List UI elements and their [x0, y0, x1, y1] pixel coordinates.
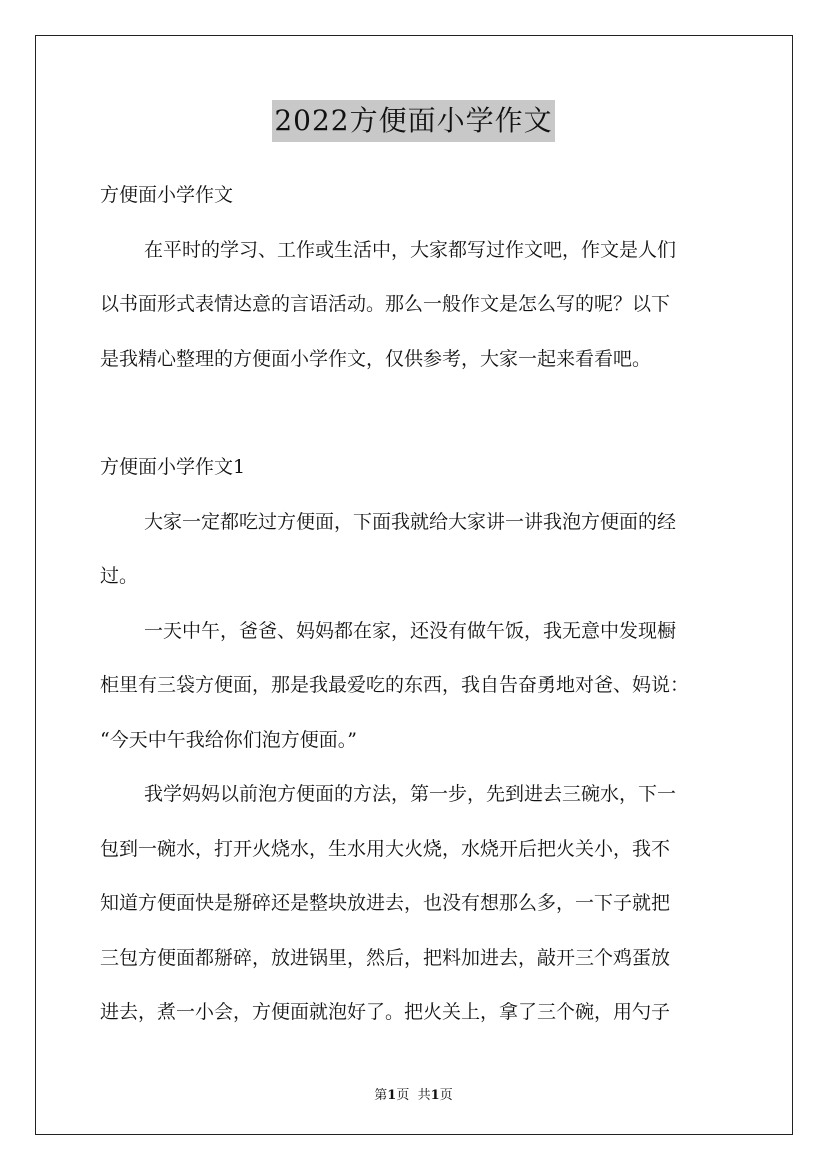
- total-prefix: 共: [417, 1088, 431, 1103]
- paragraph-line: 三包方便面都掰碎，放进锅里，然后，把料加进去，敲开三个鸡蛋放: [100, 946, 671, 969]
- intro-line: 以书面形式表情达意的言语活动。那么一般作文是怎么写的呢？以下: [100, 293, 671, 315]
- spacer: [100, 386, 730, 440]
- document-title: 2022方便面小学作文: [272, 100, 554, 142]
- title-container: [0, 100, 827, 142]
- total-suffix: 页: [439, 1088, 453, 1103]
- intro-line: 是我精心整理的方便面小学作文，仅供参考，大家一起来看看吧。: [100, 347, 652, 370]
- total-pages: 1: [430, 1088, 440, 1103]
- paragraph-line: 柜里有三袋方便面，那是我最爱吃的东西，我自告奋勇地对爸、妈说：: [100, 674, 690, 696]
- paragraph-line: 我学妈妈以前泡方便面的方法，第一步，先到进去三碗水，下一: [144, 783, 677, 805]
- paragraph-line: 过。: [100, 565, 139, 587]
- paragraph-line: 包到一碗水，打开火烧水，生水用大火烧，水烧开后把火关小，我不: [100, 837, 671, 860]
- page-prefix: 第: [374, 1088, 388, 1103]
- section-heading: 方便面小学作文1: [100, 456, 246, 478]
- subtitle: 方便面小学作文: [100, 184, 234, 206]
- page-number: 1: [387, 1088, 397, 1103]
- paragraph-line: 进去，煮一小会，方便面就泡好了。把火关上，拿了三个碗，用勺子: [100, 1001, 671, 1023]
- paragraph-line: 一天中午，爸爸、妈妈都在家，还没有做午饭，我无意中发现橱: [144, 619, 677, 642]
- paragraph-line: 大家一定都吃过方便面，下面我就给大家讲一讲我泡方便面的经: [144, 510, 677, 533]
- document-body: [100, 168, 730, 1040]
- paragraph-line: 知道方便面快是掰碎还是整块放进去，也没有想那么多，一下子就把: [100, 892, 671, 914]
- page-footer: [0, 1084, 827, 1103]
- paragraph-line: “今天中午我给你们泡方便面。”: [100, 728, 357, 751]
- intro-line: 在平时的学习、工作或生活中，大家都写过作文吧，作文是人们: [144, 238, 677, 261]
- page-suffix: 页: [396, 1088, 410, 1103]
